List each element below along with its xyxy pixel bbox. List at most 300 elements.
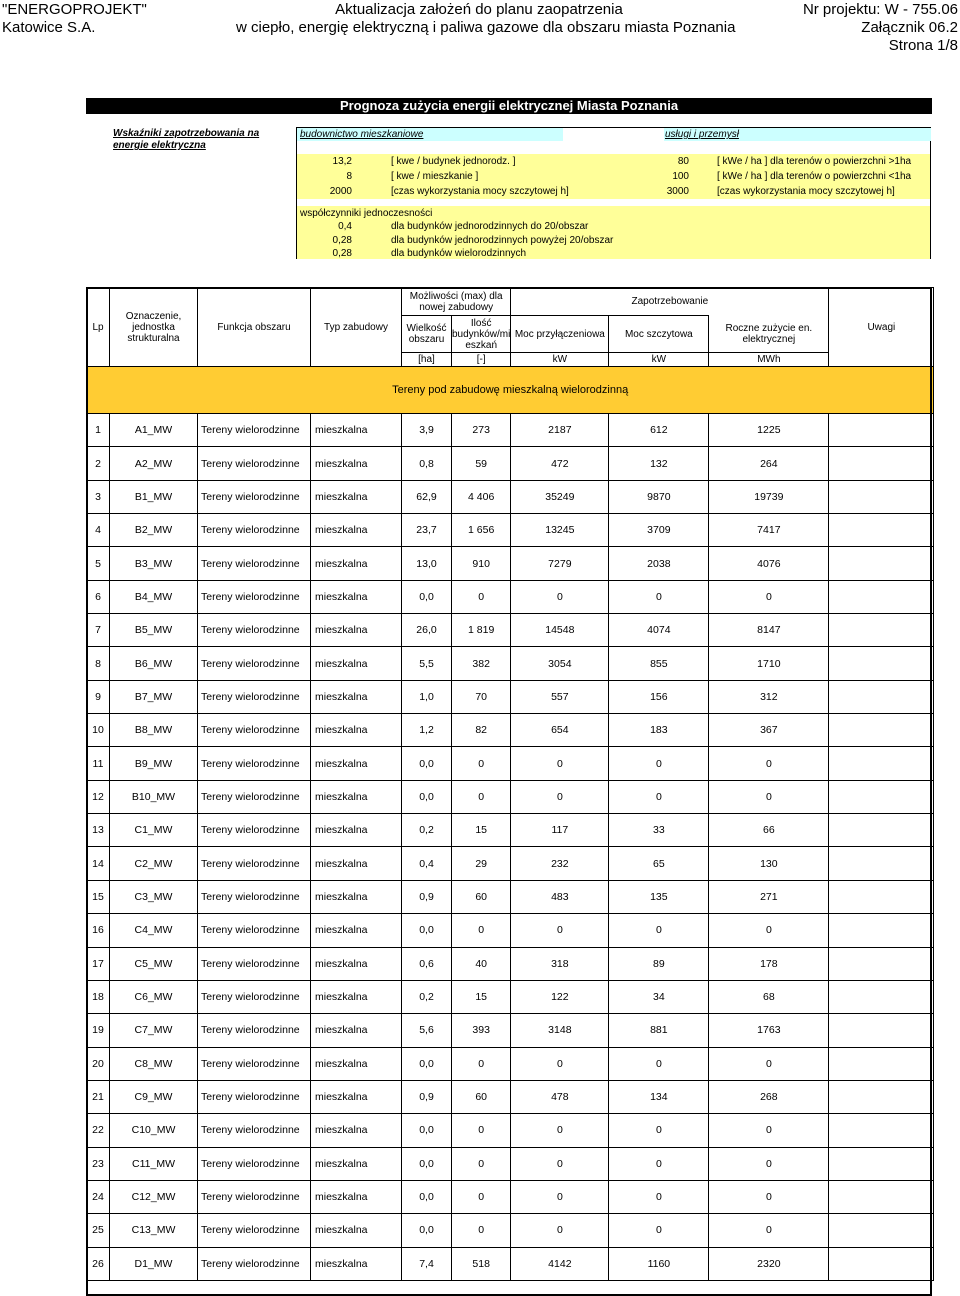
indicator-unit: [czas wykorzystania mocy szczytowej h] bbox=[391, 186, 569, 197]
indicator-value: 13,2 bbox=[332, 156, 352, 167]
table-row bbox=[87, 847, 934, 880]
area-value: 0,0 bbox=[402, 1147, 452, 1180]
dwellings-count: 0 bbox=[452, 780, 511, 813]
building-type: mieszkalna bbox=[311, 1147, 402, 1180]
area-value: 13,0 bbox=[402, 547, 452, 580]
connection-power: 2187 bbox=[511, 414, 609, 447]
notes-cell bbox=[829, 1214, 934, 1247]
coefficient-description: dla budynków jednorodzinnych do 20/obszar bbox=[391, 221, 589, 232]
area-function: Tereny wielorodzinne bbox=[198, 980, 311, 1013]
peak-power: 855 bbox=[609, 647, 709, 680]
area-value: 0,0 bbox=[402, 1114, 452, 1147]
area-function: Tereny wielorodzinne bbox=[198, 1180, 311, 1213]
table-row bbox=[87, 647, 934, 680]
annual-energy: 0 bbox=[709, 914, 829, 947]
row-number: 19 bbox=[87, 1014, 110, 1047]
structural-unit: C4_MW bbox=[110, 914, 198, 947]
annual-energy: 0 bbox=[709, 1047, 829, 1080]
peak-power: 0 bbox=[609, 1180, 709, 1213]
area-value: 1,2 bbox=[402, 714, 452, 747]
building-type: mieszkalna bbox=[311, 580, 402, 613]
peak-power: 0 bbox=[609, 1214, 709, 1247]
row-number: 2 bbox=[87, 447, 110, 480]
header-building-type: Typ zabudowy bbox=[311, 288, 402, 367]
building-type: mieszkalna bbox=[311, 480, 402, 513]
structural-unit: C12_MW bbox=[110, 1180, 198, 1213]
dwellings-count: 70 bbox=[452, 680, 511, 713]
dwellings-count: 40 bbox=[452, 947, 511, 980]
row-number: 15 bbox=[87, 880, 110, 913]
area-function: Tereny wielorodzinne bbox=[198, 1147, 311, 1180]
dwellings-count: 15 bbox=[452, 980, 511, 1013]
area-value: 5,6 bbox=[402, 1014, 452, 1047]
coefficients-block bbox=[297, 206, 930, 259]
table-row bbox=[87, 880, 934, 913]
notes-cell bbox=[829, 680, 934, 713]
annual-energy: 19739 bbox=[709, 480, 829, 513]
indicator-value: 8 bbox=[346, 171, 352, 182]
area-function: Tereny wielorodzinne bbox=[198, 1014, 311, 1047]
dwellings-count: 382 bbox=[452, 647, 511, 680]
structural-unit: C8_MW bbox=[110, 1047, 198, 1080]
connection-power: 318 bbox=[511, 947, 609, 980]
row-number: 25 bbox=[87, 1214, 110, 1247]
connection-power: 478 bbox=[511, 1080, 609, 1113]
document-subtitle: w ciepło, energię elektryczną i paliwa gazowe dla obszaru miasta Poznania bbox=[236, 19, 736, 36]
notes-cell bbox=[829, 814, 934, 847]
area-value: 23,7 bbox=[402, 514, 452, 547]
indicator-unit: [ kWe / ha ] dla terenów o powierzchni <1ha bbox=[717, 171, 912, 182]
building-type: mieszkalna bbox=[311, 1047, 402, 1080]
row-number: 11 bbox=[87, 747, 110, 780]
table-row bbox=[87, 480, 934, 513]
connection-power: 35249 bbox=[511, 480, 609, 513]
notes-cell bbox=[829, 1247, 934, 1280]
structural-unit: C6_MW bbox=[110, 980, 198, 1013]
indicator-unit: [ kWe / ha ] dla terenów o powierzchni >1ha bbox=[717, 156, 912, 167]
notes-cell bbox=[829, 614, 934, 647]
notes-cell bbox=[829, 1014, 934, 1047]
annual-energy: 367 bbox=[709, 714, 829, 747]
peak-power: 0 bbox=[609, 1114, 709, 1147]
row-number: 17 bbox=[87, 947, 110, 980]
coefficient-description: dla budynków jednorodzinnych powyżej 20/obszar bbox=[391, 235, 614, 246]
annual-energy: 268 bbox=[709, 1080, 829, 1113]
notes-cell bbox=[829, 714, 934, 747]
table-row bbox=[87, 1214, 934, 1247]
annual-energy: 4076 bbox=[709, 547, 829, 580]
table-row bbox=[87, 1247, 934, 1280]
connection-power: 0 bbox=[511, 580, 609, 613]
notes-cell bbox=[829, 1180, 934, 1213]
area-function: Tereny wielorodzinne bbox=[198, 1080, 311, 1113]
indicator-row bbox=[297, 154, 930, 169]
header-demand: Zapotrzebowanie bbox=[511, 288, 829, 316]
row-number: 6 bbox=[87, 580, 110, 613]
annual-energy: 1763 bbox=[709, 1014, 829, 1047]
notes-cell bbox=[829, 880, 934, 913]
peak-power: 65 bbox=[609, 847, 709, 880]
area-value: 0,0 bbox=[402, 780, 452, 813]
structural-unit: B9_MW bbox=[110, 747, 198, 780]
indicator-unit: [ kwe / mieszkanie ] bbox=[391, 171, 479, 182]
area-value: 0,0 bbox=[402, 914, 452, 947]
peak-power: 34 bbox=[609, 980, 709, 1013]
dwellings-count: 29 bbox=[452, 847, 511, 880]
coefficient-value: 0,28 bbox=[332, 248, 352, 259]
connection-power: 557 bbox=[511, 680, 609, 713]
annual-energy: 271 bbox=[709, 880, 829, 913]
annual-energy: 2320 bbox=[709, 1247, 829, 1280]
annual-energy: 7417 bbox=[709, 514, 829, 547]
area-value: 26,0 bbox=[402, 614, 452, 647]
header-designation: Oznaczenie, jednostka strukturalna bbox=[110, 288, 198, 367]
dwellings-count: 4 406 bbox=[452, 480, 511, 513]
unit-count: [-] bbox=[452, 353, 511, 367]
structural-unit: B4_MW bbox=[110, 580, 198, 613]
area-value: 0,0 bbox=[402, 747, 452, 780]
connection-power: 0 bbox=[511, 1114, 609, 1147]
peak-power: 9870 bbox=[609, 480, 709, 513]
building-type: mieszkalna bbox=[311, 747, 402, 780]
table-row bbox=[87, 914, 934, 947]
dwellings-count: 0 bbox=[452, 747, 511, 780]
indicator-value: 100 bbox=[672, 171, 689, 182]
row-number: 16 bbox=[87, 914, 110, 947]
area-function: Tereny wielorodzinne bbox=[198, 747, 311, 780]
area-value: 0,9 bbox=[402, 1080, 452, 1113]
table-row bbox=[87, 1114, 934, 1147]
structural-unit: C3_MW bbox=[110, 880, 198, 913]
connection-power: 0 bbox=[511, 1147, 609, 1180]
table-row bbox=[87, 947, 934, 980]
building-type: mieszkalna bbox=[311, 947, 402, 980]
table-row bbox=[87, 547, 934, 580]
area-value: 0,0 bbox=[402, 580, 452, 613]
page-title: Prognoza zużycia energii elektrycznej Miasta Poznania bbox=[86, 98, 932, 114]
building-type: mieszkalna bbox=[311, 1014, 402, 1047]
connection-power: 0 bbox=[511, 747, 609, 780]
table-row bbox=[87, 747, 934, 780]
building-type: mieszkalna bbox=[311, 647, 402, 680]
dwellings-count: 60 bbox=[452, 1080, 511, 1113]
notes-cell bbox=[829, 914, 934, 947]
connection-power: 0 bbox=[511, 780, 609, 813]
indicator-row bbox=[297, 184, 930, 199]
annual-energy: 130 bbox=[709, 847, 829, 880]
notes-cell bbox=[829, 1147, 934, 1180]
unit-ha: [ha] bbox=[402, 353, 452, 367]
structural-unit: C1_MW bbox=[110, 814, 198, 847]
area-function: Tereny wielorodzinne bbox=[198, 914, 311, 947]
annual-energy: 66 bbox=[709, 814, 829, 847]
building-type: mieszkalna bbox=[311, 914, 402, 947]
table-row bbox=[87, 447, 934, 480]
connection-power: 122 bbox=[511, 980, 609, 1013]
header-notes: Uwagi bbox=[829, 288, 934, 367]
peak-power: 33 bbox=[609, 814, 709, 847]
building-type: mieszkalna bbox=[311, 414, 402, 447]
document-title: Aktualizacja założeń do planu zaopatrzenia bbox=[335, 1, 623, 18]
dwellings-count: 15 bbox=[452, 814, 511, 847]
notes-cell bbox=[829, 947, 934, 980]
structural-unit: B8_MW bbox=[110, 714, 198, 747]
table-row bbox=[87, 414, 934, 447]
building-type: mieszkalna bbox=[311, 614, 402, 647]
peak-power: 612 bbox=[609, 414, 709, 447]
company-city: Katowice S.A. bbox=[2, 19, 96, 36]
annual-energy: 0 bbox=[709, 780, 829, 813]
peak-power: 156 bbox=[609, 680, 709, 713]
row-number: 22 bbox=[87, 1114, 110, 1147]
area-value: 0,0 bbox=[402, 1047, 452, 1080]
structural-unit: B5_MW bbox=[110, 614, 198, 647]
table-row bbox=[87, 814, 934, 847]
annual-energy: 0 bbox=[709, 747, 829, 780]
row-number: 5 bbox=[87, 547, 110, 580]
dwellings-count: 0 bbox=[452, 1114, 511, 1147]
area-value: 62,9 bbox=[402, 480, 452, 513]
peak-power: 0 bbox=[609, 780, 709, 813]
area-value: 0,9 bbox=[402, 880, 452, 913]
header-dwellings: Ilość budynków/mi eszkań bbox=[452, 317, 511, 351]
row-number: 1 bbox=[87, 414, 110, 447]
peak-power: 0 bbox=[609, 914, 709, 947]
peak-power: 2038 bbox=[609, 547, 709, 580]
header-connection-power: Moc przyłączeniowa bbox=[511, 316, 609, 353]
area-function: Tereny wielorodzinne bbox=[198, 414, 311, 447]
row-number: 4 bbox=[87, 514, 110, 547]
row-number: 13 bbox=[87, 814, 110, 847]
structural-unit: C9_MW bbox=[110, 1080, 198, 1113]
notes-cell bbox=[829, 480, 934, 513]
connection-power: 0 bbox=[511, 1180, 609, 1213]
dwellings-count: 0 bbox=[452, 914, 511, 947]
notes-cell bbox=[829, 1080, 934, 1113]
dwellings-count: 0 bbox=[452, 1180, 511, 1213]
area-function: Tereny wielorodzinne bbox=[198, 714, 311, 747]
row-number: 18 bbox=[87, 980, 110, 1013]
area-function: Tereny wielorodzinne bbox=[198, 1114, 311, 1147]
notes-cell bbox=[829, 1047, 934, 1080]
annual-energy: 0 bbox=[709, 1147, 829, 1180]
annual-energy: 264 bbox=[709, 447, 829, 480]
header-peak-power: Moc szczytowa bbox=[609, 316, 709, 353]
indicator-value: 80 bbox=[677, 156, 689, 167]
row-number: 8 bbox=[87, 647, 110, 680]
connection-power: 3148 bbox=[511, 1014, 609, 1047]
annual-energy: 312 bbox=[709, 680, 829, 713]
area-value: 3,9 bbox=[402, 414, 452, 447]
structural-unit: C5_MW bbox=[110, 947, 198, 980]
area-function: Tereny wielorodzinne bbox=[198, 580, 311, 613]
peak-power: 0 bbox=[609, 747, 709, 780]
area-value: 0,2 bbox=[402, 980, 452, 1013]
building-type: mieszkalna bbox=[311, 714, 402, 747]
peak-power: 132 bbox=[609, 447, 709, 480]
page-number: Strona 1/8 bbox=[888, 37, 958, 54]
table-row bbox=[87, 614, 934, 647]
structural-unit: B3_MW bbox=[110, 547, 198, 580]
building-type: mieszkalna bbox=[311, 1114, 402, 1147]
row-number: 26 bbox=[87, 1247, 110, 1280]
area-value: 0,4 bbox=[402, 847, 452, 880]
building-type: mieszkalna bbox=[311, 880, 402, 913]
dwellings-count: 1 819 bbox=[452, 614, 511, 647]
peak-power: 881 bbox=[609, 1014, 709, 1047]
area-function: Tereny wielorodzinne bbox=[198, 614, 311, 647]
structural-unit: D1_MW bbox=[110, 1247, 198, 1280]
connection-power: 472 bbox=[511, 447, 609, 480]
building-type: mieszkalna bbox=[311, 847, 402, 880]
row-number: 14 bbox=[87, 847, 110, 880]
table-row bbox=[87, 580, 934, 613]
connection-power: 4142 bbox=[511, 1247, 609, 1280]
peak-power: 89 bbox=[609, 947, 709, 980]
header-lp: Lp bbox=[87, 288, 110, 367]
dwellings-count: 1 656 bbox=[452, 514, 511, 547]
building-type: mieszkalna bbox=[311, 1247, 402, 1280]
notes-cell bbox=[829, 747, 934, 780]
annual-energy: 178 bbox=[709, 947, 829, 980]
peak-power: 0 bbox=[609, 1147, 709, 1180]
building-type: mieszkalna bbox=[311, 814, 402, 847]
area-function: Tereny wielorodzinne bbox=[198, 547, 311, 580]
row-number: 20 bbox=[87, 1047, 110, 1080]
connection-power: 0 bbox=[511, 1214, 609, 1247]
header-capacity: Możliwości (max) dla nowej zabudowy bbox=[402, 288, 511, 316]
row-number: 3 bbox=[87, 480, 110, 513]
peak-power: 134 bbox=[609, 1080, 709, 1113]
area-function: Tereny wielorodzinne bbox=[198, 1247, 311, 1280]
header-annual-energy: Roczne zużycie en. elektrycznej bbox=[709, 316, 829, 353]
building-type: mieszkalna bbox=[311, 680, 402, 713]
annual-energy: 0 bbox=[709, 580, 829, 613]
connection-power: 13245 bbox=[511, 514, 609, 547]
table-row bbox=[87, 1080, 934, 1113]
peak-power: 0 bbox=[609, 580, 709, 613]
table-row bbox=[87, 1180, 934, 1213]
indicator-row bbox=[297, 169, 930, 184]
indicator-value: 2000 bbox=[329, 186, 352, 197]
notes-cell bbox=[829, 414, 934, 447]
connection-power: 0 bbox=[511, 914, 609, 947]
coefficient-description: dla budynków wielorodzinnych bbox=[391, 248, 527, 259]
dwellings-count: 0 bbox=[452, 1047, 511, 1080]
forecast-table bbox=[86, 287, 934, 1281]
section-header: Tereny pod zabudowę mieszkalną wielorodzinną bbox=[87, 367, 934, 414]
area-value: 0,0 bbox=[402, 1214, 452, 1247]
area-value: 0,6 bbox=[402, 947, 452, 980]
structural-unit: C10_MW bbox=[110, 1114, 198, 1147]
dwellings-count: 0 bbox=[452, 1214, 511, 1247]
peak-power: 4074 bbox=[609, 614, 709, 647]
dwellings-count: 393 bbox=[452, 1014, 511, 1047]
area-function: Tereny wielorodzinne bbox=[198, 847, 311, 880]
notes-cell bbox=[829, 447, 934, 480]
coefficients-label: współczynniki jednoczesności bbox=[300, 208, 433, 219]
notes-cell bbox=[829, 847, 934, 880]
building-type: mieszkalna bbox=[311, 514, 402, 547]
services-label: usługi i przemysł bbox=[664, 128, 931, 141]
annual-energy: 8147 bbox=[709, 614, 829, 647]
notes-cell bbox=[829, 980, 934, 1013]
area-function: Tereny wielorodzinne bbox=[198, 880, 311, 913]
area-function: Tereny wielorodzinne bbox=[198, 947, 311, 980]
dwellings-count: 59 bbox=[452, 447, 511, 480]
area-function: Tereny wielorodzinne bbox=[198, 514, 311, 547]
annual-energy: 0 bbox=[709, 1180, 829, 1213]
dwellings-count: 0 bbox=[452, 580, 511, 613]
header-function: Funkcja obszaru bbox=[198, 288, 311, 367]
connection-power: 654 bbox=[511, 714, 609, 747]
notes-cell bbox=[829, 547, 934, 580]
structural-unit: A2_MW bbox=[110, 447, 198, 480]
indicators-label: Wskaźniki zapotrzebowania na energie elektryczna bbox=[113, 128, 260, 151]
dwellings-count: 82 bbox=[452, 714, 511, 747]
notes-cell bbox=[829, 1114, 934, 1147]
notes-cell bbox=[829, 780, 934, 813]
connection-power: 7279 bbox=[511, 547, 609, 580]
building-type: mieszkalna bbox=[311, 1080, 402, 1113]
area-function: Tereny wielorodzinne bbox=[198, 1047, 311, 1080]
connection-power: 3054 bbox=[511, 647, 609, 680]
row-number: 9 bbox=[87, 680, 110, 713]
company-name: "ENERGOPROJEKT" bbox=[2, 1, 147, 18]
structural-unit: C11_MW bbox=[110, 1147, 198, 1180]
structural-unit: C2_MW bbox=[110, 847, 198, 880]
area-function: Tereny wielorodzinne bbox=[198, 647, 311, 680]
project-number: Nr projektu: W - 755.06 bbox=[802, 1, 958, 18]
structural-unit: A1_MW bbox=[110, 414, 198, 447]
unit-kw: kW bbox=[609, 353, 709, 367]
table-row bbox=[87, 780, 934, 813]
connection-power: 14548 bbox=[511, 614, 609, 647]
table-row bbox=[87, 1014, 934, 1047]
notes-cell bbox=[829, 514, 934, 547]
peak-power: 1160 bbox=[609, 1247, 709, 1280]
structural-unit: B6_MW bbox=[110, 647, 198, 680]
indicator-unit: [ kwe / budynek jednorodz. ] bbox=[391, 156, 516, 167]
area-function: Tereny wielorodzinne bbox=[198, 480, 311, 513]
row-number: 23 bbox=[87, 1147, 110, 1180]
header-area: Wielkość obszaru bbox=[402, 316, 452, 353]
connection-power: 117 bbox=[511, 814, 609, 847]
residential-label: budownictwo mieszkaniowe bbox=[297, 128, 563, 141]
dwellings-count: 518 bbox=[452, 1247, 511, 1280]
area-function: Tereny wielorodzinne bbox=[198, 447, 311, 480]
table-row bbox=[87, 680, 934, 713]
connection-power: 232 bbox=[511, 847, 609, 880]
connection-power: 483 bbox=[511, 880, 609, 913]
notes-cell bbox=[829, 580, 934, 613]
indicator-unit: [czas wykorzystania mocy szczytowej h] bbox=[717, 186, 895, 197]
building-type: mieszkalna bbox=[311, 1214, 402, 1247]
attachment-number: Załącznik 06.2 bbox=[861, 19, 958, 36]
annual-energy: 0 bbox=[709, 1114, 829, 1147]
row-number: 7 bbox=[87, 614, 110, 647]
annual-energy: 0 bbox=[709, 1214, 829, 1247]
building-type: mieszkalna bbox=[311, 547, 402, 580]
annual-energy: 68 bbox=[709, 980, 829, 1013]
structural-unit: C13_MW bbox=[110, 1214, 198, 1247]
building-type: mieszkalna bbox=[311, 980, 402, 1013]
building-type: mieszkalna bbox=[311, 1180, 402, 1213]
structural-unit: B1_MW bbox=[110, 480, 198, 513]
structural-unit: B7_MW bbox=[110, 680, 198, 713]
dwellings-count: 910 bbox=[452, 547, 511, 580]
dwellings-count: 0 bbox=[452, 1147, 511, 1180]
